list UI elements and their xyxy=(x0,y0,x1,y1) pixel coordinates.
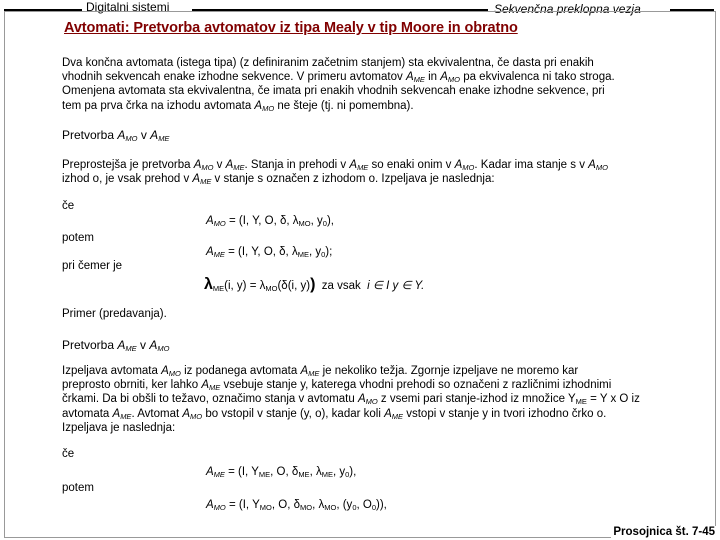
s1-line-2: izhod o, je vsak prehod v $A_{ME}$ v stanje s označen z izhodom o. Izpeljava je naslednja: xyxy=(62,173,495,187)
s2-formula-mo: $A_{MO} = (I$, $Y_{MO}$, O, $\delta_{MO}$, $\lambda_{MO}$, ($y_0$, $O_0$)), xyxy=(206,499,387,512)
s1-label-where: pri čemer je xyxy=(62,260,123,272)
s2-line-1: Izpeljava avtomata $A_{MO}$ iz podanega avtomata $A_{ME}$ je nekoliko težja. Zgornje izpeljave ne moremo kar xyxy=(62,365,579,378)
intro-line-2: vhodnih sekvencah enake izhodne sekvence. V primeru avtomatov $A_{ME}$ in $A_{MO}$ pa ekvivalenca ni tako stroga. xyxy=(62,71,615,85)
s1-line-1: Preprostejša je pretvorba $A_{MO}$ v $A_{ME}$. Stanja in prehodi v $A_{ME}$ so enaki onim v $A_{MO}$. Kadar ima stanje s v $A_{MO}$ xyxy=(62,159,608,172)
s1-label-if: če xyxy=(62,200,75,212)
header-right: Sekvenčna preklopna vezja xyxy=(494,2,641,16)
intro-line-4: tem pa prva črka na izhodu avtomata $A_{MO}$ ne šteje (tj. ni pomembna). xyxy=(62,99,414,113)
section2-paragraph xyxy=(62,364,640,435)
s1-formula-mo: $A_{MO} = (I$, Y, O, δ, $\lambda_{MO}$, $y_0$), xyxy=(206,215,334,228)
section2-heading: Pretvorba $A_{ME}$ v $A_{MO}$ xyxy=(62,338,170,353)
intro-paragraph xyxy=(62,56,615,113)
slide-number: Prosojnica št. 7-45 xyxy=(613,526,715,538)
s2-line-5: Izpeljava je naslednja: xyxy=(62,421,176,434)
s2-formula-me: $A_{ME} = (I$, $Y_{ME}$, O, $\delta_{ME}$, $\lambda_{ME}$, $y_0$), xyxy=(206,466,357,479)
s1-label-then: potem xyxy=(62,232,94,244)
s1-formula-lambda: $\lambda_{ME}(i$, $y) = \lambda_{MO}(\delta(i$, y)) za vsak i ∈ I y ∈ Y. xyxy=(204,276,425,293)
intro-line-3: Omenjena avtomata sta ekvivalentna, če imata pri enakih vhodnih sekvencah enake izhodne sekvence, pri xyxy=(62,85,605,98)
header-left: Digitalni sistemi xyxy=(86,0,170,14)
section1-paragraph xyxy=(62,158,608,186)
s2-label-then: potem xyxy=(62,482,94,494)
s2-line-2: preprosto obrniti, ker lahko $A_{ME}$ vsebuje stanje y, katerega vhodni prehodi so označeni z različnimi izhodnimi xyxy=(62,379,612,393)
s2-label-if: če xyxy=(62,448,75,460)
s2-line-4: avtomata $A_{ME}$. Avtomat $A_{MO}$ bo vstopil v stanje (y, o), kadar koli $A_{ME}$ vstopi v stanje y in tvori izhodno črko o. xyxy=(62,407,607,421)
s1-formula-me: $A_{ME} = (I$, Y, O, δ, $\lambda_{ME}$, $y_0$); xyxy=(206,246,333,259)
slide-title: Avtomati: Pretvorba avtomatov iz tipa Mealy v tip Moore in obratno xyxy=(64,20,518,36)
s1-example: Primer (predavanja). xyxy=(62,308,167,320)
intro-line-1: Dva končna avtomata (istega tipa) (z definiranim začetnim stanjem) sta ekvivalentna, če dasta pri enakih xyxy=(62,57,594,69)
section1-heading: Pretvorba $A_{MO}$ v $A_{ME}$ xyxy=(62,128,170,143)
s2-line-3: črkami. Da bi obšli to težavo, označimo stanja v avtomatu $A_{MO}$ z vsemi pari stanje-izhod iz množice $Y_{ME} = Y$ x O iz xyxy=(62,393,640,407)
